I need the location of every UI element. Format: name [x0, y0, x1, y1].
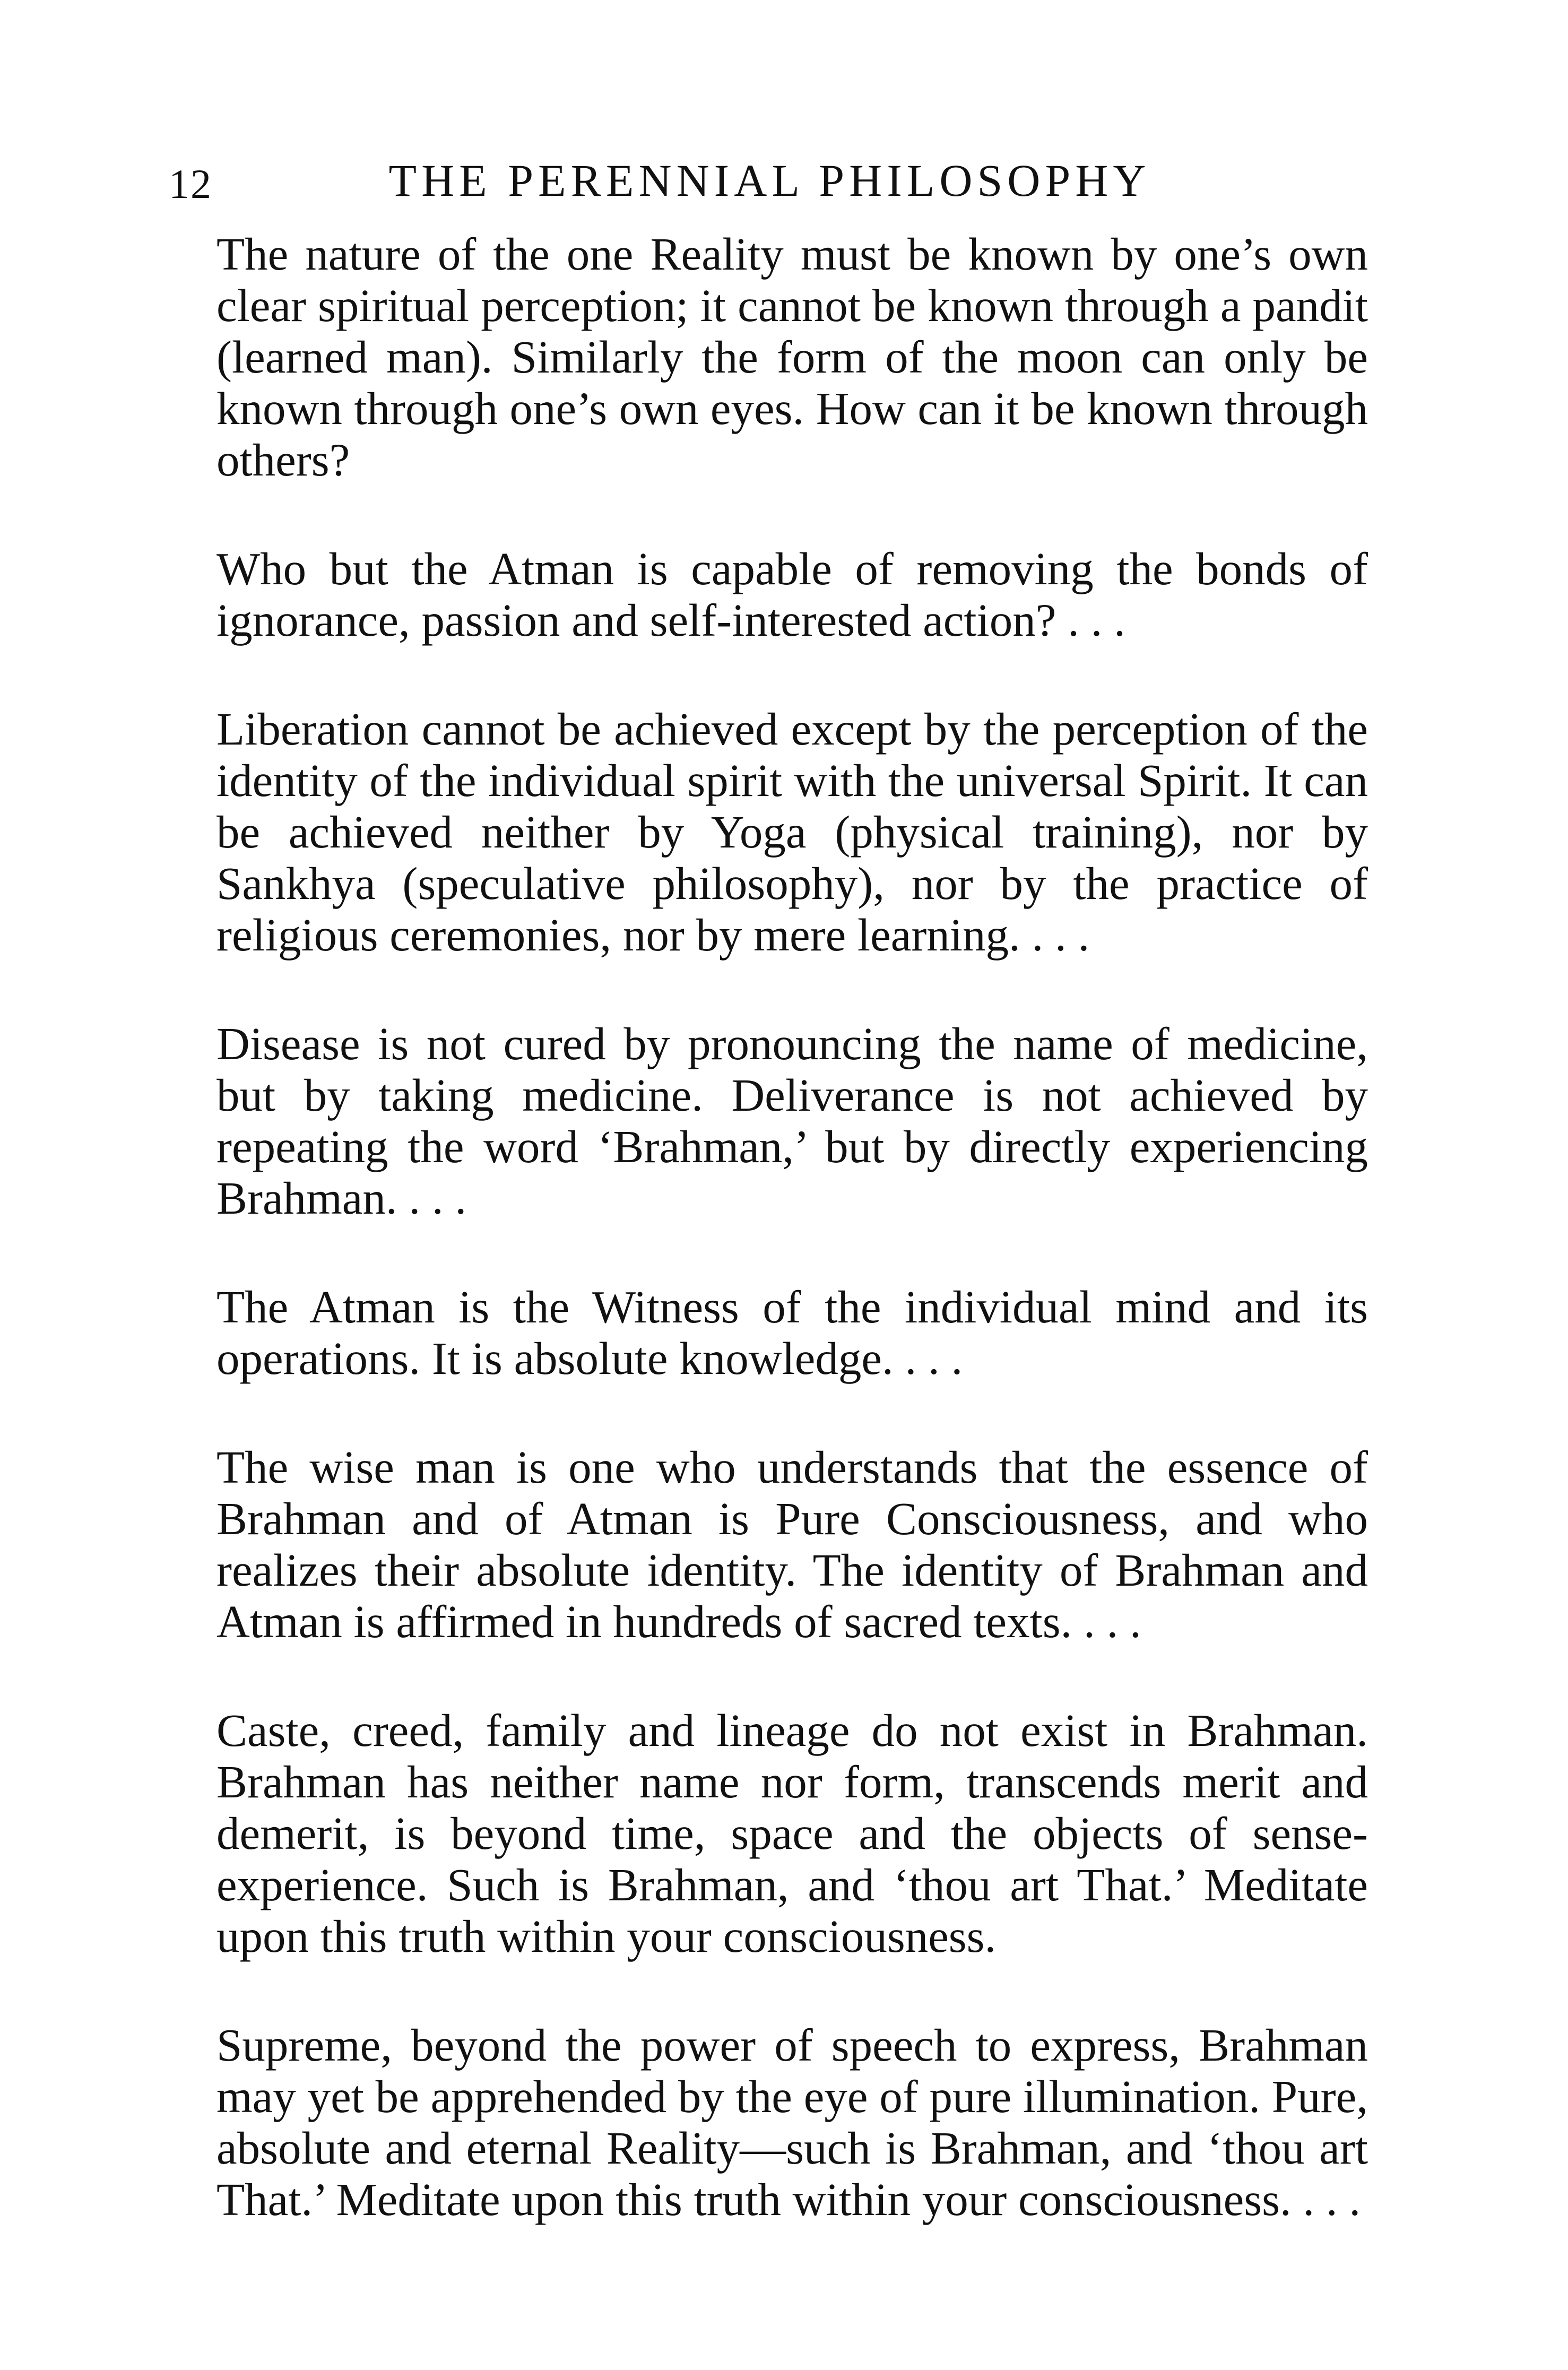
paragraph-4: Disease is not cured by pronouncing the name of medicine, but by taking medicine. Deliverance is not achieved by repeating the word ‘Brahman,’ but by directly experiencing Brahman. . . .	[216, 1018, 1368, 1224]
page-number: 12	[169, 161, 212, 207]
paragraph-5: The Atman is the Witness of the individual mind and its operations. It is absolute knowledge. . . .	[216, 1281, 1368, 1384]
running-title: THE PERENNIAL PHILOSOPHY	[388, 155, 1151, 206]
paragraph-1: The nature of the one Reality must be known by one’s own clear spiritual perception; it cannot be known through a pandit (learned man). Similarly the form of the moon can only be known through one’s own eyes. How can it be known through others?	[216, 228, 1368, 486]
paragraph-6: The wise man is one who understands that the essence of Brahman and of Atman is Pure Consciousness, and who realizes their absolute identity. The identity of Brahman and Atman is affirmed in hundreds of sacred texts. . . .	[216, 1441, 1368, 1647]
running-head	[169, 154, 1371, 212]
paragraph-8: Supreme, beyond the power of speech to express, Brahman may yet be apprehended by the eye of pure illumination. Pure, absolute and eternal Reality—such is Brahman, and ‘thou art That.’ Meditate upon this truth within your consciousness. . . .	[216, 2019, 1368, 2225]
body-text	[216, 228, 1368, 2282]
paragraph-7: Caste, creed, family and lineage do not exist in Brahman. Brahman has neither name nor form, transcends merit and demerit, is beyond time, space and the objects of sense-experience. Such is Brahman, and ‘thou art That.’ Meditate upon this truth within your consciousness.	[216, 1705, 1368, 1962]
paragraph-3: Liberation cannot be achieved except by the perception of the identity of the individual spirit with the universal Spirit. It can be achieved neither by Yoga (physical training), nor by Sankhya (speculative philosophy), nor by the practice of religious ceremonies, nor by mere learning. . . .	[216, 703, 1368, 961]
paragraph-2: Who but the Atman is capable of removing the bonds of ignorance, passion and self-interested action? . . .	[216, 543, 1368, 646]
